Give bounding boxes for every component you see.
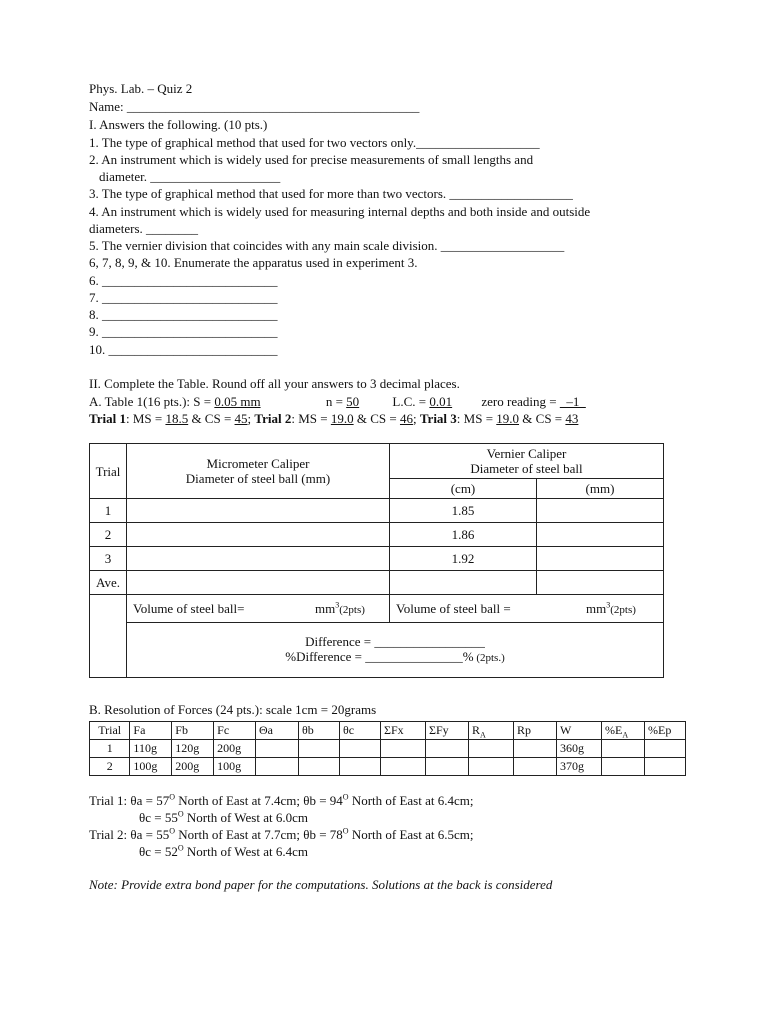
t2-c: θc = 52 xyxy=(139,844,178,859)
force-cell[interactable] xyxy=(340,740,381,758)
trial2-angle-c xyxy=(139,843,308,860)
degree: O xyxy=(169,826,176,836)
table1-intro xyxy=(89,393,586,410)
sub-a: A xyxy=(480,730,486,740)
force-cell: 200g xyxy=(172,758,214,776)
ms-label-2: : MS = xyxy=(291,411,331,426)
part2-heading: II. Complete the Table. Round off all your answers to 3 decimal places. xyxy=(89,376,460,391)
mm-header: (mm) xyxy=(537,479,664,499)
force-cell[interactable] xyxy=(602,740,645,758)
name-line xyxy=(89,98,419,115)
micrometer-header xyxy=(127,444,390,499)
blank-7[interactable]: 7. ___________________________ xyxy=(89,290,278,305)
sub-a: A xyxy=(622,730,629,740)
lc-label: L.C. = xyxy=(392,394,430,409)
force-cell[interactable] xyxy=(514,740,557,758)
caliper-table xyxy=(89,443,664,678)
force-cell[interactable] xyxy=(426,758,469,776)
mm-cell[interactable] xyxy=(537,547,664,571)
r-label: R xyxy=(472,723,481,737)
force-cell: 120g xyxy=(172,740,214,758)
vernier-header xyxy=(390,444,664,479)
quiz-title: Phys. Lab. – Quiz 2 xyxy=(89,81,193,96)
vernier-header-1: Vernier Caliper xyxy=(486,446,567,461)
difference-cell[interactable] xyxy=(127,623,664,678)
micrometer-header-2: Diameter of steel ball (mm) xyxy=(185,471,331,486)
t1-a-rest: North of East at 7.4cm; xyxy=(175,793,304,808)
force-cell: 200g xyxy=(214,740,256,758)
force-cell: 110g xyxy=(130,740,172,758)
trial3-ms: 19.0 xyxy=(496,411,520,426)
degree: O xyxy=(342,826,349,836)
mm-cell[interactable] xyxy=(537,523,664,547)
col-header: Rp xyxy=(514,722,557,740)
question-4: 4. An instrument which is widely used for measuring internal depths and both inside and outside xyxy=(89,204,591,219)
trial1-label: Trial 1: xyxy=(89,793,131,808)
mm-unit: mm xyxy=(586,601,607,616)
part1-heading: I. Answers the following. (10 pts.) xyxy=(89,117,268,132)
trial-cell: 3 xyxy=(90,547,127,571)
col-header: Fa xyxy=(130,722,172,740)
cm-header: (cm) xyxy=(390,479,537,499)
t2-b-rest: North of East at 6.5cm; xyxy=(348,827,474,842)
col-header: ΣFx xyxy=(381,722,426,740)
degree: O xyxy=(169,792,176,802)
trial3-cs: 43 xyxy=(565,411,579,426)
blank-6[interactable]: 6. ___________________________ xyxy=(89,273,278,288)
empty-cell xyxy=(90,595,127,678)
col-header: θb xyxy=(299,722,340,740)
trial3-label: Trial 3 xyxy=(419,411,457,426)
cs-label-3: & CS = xyxy=(519,411,566,426)
force-cell[interactable] xyxy=(299,758,340,776)
forces-table xyxy=(89,721,686,776)
trial-cell: 1 xyxy=(90,499,127,523)
trial2-ms: 19.0 xyxy=(330,411,354,426)
cm-cell[interactable] xyxy=(390,571,537,595)
force-cell[interactable] xyxy=(602,758,645,776)
trial2-label: Trial 2 xyxy=(254,411,292,426)
cm-cell: 1.85 xyxy=(390,499,537,523)
t2-a-rest: North of East at 7.7cm; xyxy=(175,827,304,842)
degree: O xyxy=(177,809,184,819)
force-cell[interactable] xyxy=(381,740,426,758)
mm-unit: mm xyxy=(315,601,336,616)
cs-label-2: & CS = xyxy=(353,411,400,426)
volume-vernier[interactable] xyxy=(390,595,664,623)
col-header xyxy=(469,722,514,740)
zero-value: –1 xyxy=(559,394,586,409)
force-cell[interactable] xyxy=(514,758,557,776)
n-label: n = xyxy=(325,394,347,409)
trial1-label: Trial 1 xyxy=(89,411,126,426)
t1-b-rest: North of East at 6.4cm; xyxy=(348,793,474,808)
col-header: Fb xyxy=(172,722,214,740)
cube-sup: 3 xyxy=(606,600,611,610)
pct-pts: (2pts.) xyxy=(473,652,505,664)
force-cell[interactable] xyxy=(340,758,381,776)
force-cell[interactable] xyxy=(426,740,469,758)
volume-vernier-label: Volume of steel ball = xyxy=(396,601,511,616)
trial2-cs: 46 xyxy=(399,411,413,426)
ms-label-3: : MS = xyxy=(456,411,497,426)
micrometer-cell[interactable] xyxy=(127,499,390,523)
trial1-cs: 45 xyxy=(234,411,248,426)
degree: O xyxy=(177,843,184,853)
name-label: Name: xyxy=(89,99,127,114)
force-cell[interactable] xyxy=(645,740,686,758)
question-5: 5. The vernier division that coincides with any main scale division. ___________________ xyxy=(89,238,565,253)
sep-2: ; xyxy=(412,411,417,426)
t1-c-rest: North of West at 6.0cm xyxy=(183,810,308,825)
trial1-angles xyxy=(89,792,473,809)
t1-a: θa = 57 xyxy=(130,793,170,808)
question-2-cont: diameter. ____________________ xyxy=(99,169,281,184)
pts-label: (2pts) xyxy=(339,604,365,616)
n-value: 50 xyxy=(346,394,360,409)
force-cell[interactable] xyxy=(469,758,514,776)
pct-e-label: %E xyxy=(605,723,623,737)
question-2: 2. An instrument which is widely used for precise measurements of small lengths and xyxy=(89,152,534,167)
trial-cell: Ave. xyxy=(90,571,127,595)
cm-cell: 1.92 xyxy=(390,547,537,571)
table1-intro-label: A. Table 1(16 pts.): S = xyxy=(89,394,215,409)
mm-cell[interactable] xyxy=(537,571,664,595)
col-header: %Ep xyxy=(645,722,686,740)
volume-micrometer[interactable] xyxy=(127,595,390,623)
question-4-cont: diameters. ________ xyxy=(89,221,199,236)
t1-b: θb = 94 xyxy=(303,793,343,808)
pct-difference-line xyxy=(127,649,663,666)
s-value: 0.05 mm xyxy=(214,394,261,409)
question-1: 1. The type of graphical method that used for two vectors only.___________________ xyxy=(89,135,540,150)
cube-sup: 3 xyxy=(335,600,340,610)
force-cell[interactable] xyxy=(469,740,514,758)
vernier-header-2: Diameter of steel ball xyxy=(470,461,583,476)
volume-micrometer-label: Volume of steel ball= xyxy=(133,601,245,616)
pts-label: (2pts) xyxy=(610,604,636,616)
force-cell: 1 xyxy=(90,740,130,758)
trial2-angles xyxy=(89,826,473,843)
blank-9[interactable]: 9. ___________________________ xyxy=(89,324,278,339)
difference-line: Difference = _________________ xyxy=(305,634,485,649)
trial1-angle-c xyxy=(139,809,308,826)
micrometer-cell[interactable] xyxy=(127,523,390,547)
micrometer-header-1: Micrometer Caliper xyxy=(206,456,310,471)
micrometer-cell[interactable] xyxy=(127,571,390,595)
trial-header: Trial xyxy=(90,444,127,499)
col-header: Fc xyxy=(214,722,256,740)
footer-note: Note: Provide extra bond paper for the computations. Solutions at the back is considered xyxy=(89,877,553,892)
blank-10[interactable]: 10. __________________________ xyxy=(89,342,278,357)
col-header: θc xyxy=(340,722,381,740)
force-cell[interactable] xyxy=(256,758,299,776)
ms-label-1: : MS = xyxy=(125,411,166,426)
force-cell: 360g xyxy=(557,740,602,758)
force-cell: 2 xyxy=(90,758,130,776)
force-cell[interactable] xyxy=(299,740,340,758)
trial-readings xyxy=(89,410,578,427)
cm-cell: 1.86 xyxy=(390,523,537,547)
blank-8[interactable]: 8. ___________________________ xyxy=(89,307,278,322)
force-cell[interactable] xyxy=(645,758,686,776)
t2-a: θa = 55 xyxy=(130,827,170,842)
sep-1: ; xyxy=(247,411,252,426)
col-header: W xyxy=(557,722,602,740)
t1-c: θc = 55 xyxy=(139,810,178,825)
trial2-label: Trial 2: xyxy=(89,827,131,842)
degree: O xyxy=(342,792,349,802)
mm-cell[interactable] xyxy=(537,499,664,523)
name-blank[interactable]: _____________________________________________ xyxy=(126,99,420,114)
partB-heading: B. Resolution of Forces (24 pts.): scale 1cm = 20grams xyxy=(89,702,377,717)
question-6-10: 6, 7, 8, 9, & 10. Enumerate the apparatus used in experiment 3. xyxy=(89,255,418,270)
zero-label: zero reading = xyxy=(481,394,560,409)
force-cell[interactable] xyxy=(381,758,426,776)
trial-cell: 2 xyxy=(90,523,127,547)
force-cell: 100g xyxy=(214,758,256,776)
cs-label-1: & CS = xyxy=(188,411,235,426)
question-3: 3. The type of graphical method that used for more than two vectors. ___________________ xyxy=(89,186,573,201)
force-cell: 100g xyxy=(130,758,172,776)
t2-b: θb = 78 xyxy=(303,827,343,842)
col-header: ΣFy xyxy=(426,722,469,740)
pct-difference: %Difference = _______________% xyxy=(285,649,474,664)
col-header: Trial xyxy=(90,722,130,740)
micrometer-cell[interactable] xyxy=(127,547,390,571)
force-cell[interactable] xyxy=(256,740,299,758)
trial1-ms: 18.5 xyxy=(165,411,189,426)
force-cell: 370g xyxy=(557,758,602,776)
col-header: Θa xyxy=(256,722,299,740)
t2-c-rest: North of West at 6.4cm xyxy=(183,844,308,859)
lc-value: 0.01 xyxy=(429,394,453,409)
col-header xyxy=(602,722,645,740)
